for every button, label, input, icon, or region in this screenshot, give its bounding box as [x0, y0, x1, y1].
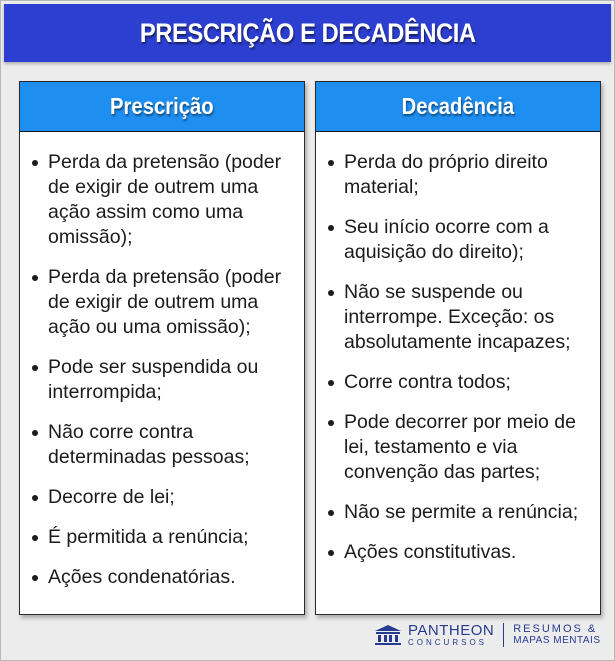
list-item: Ações condenatórias.	[30, 565, 294, 590]
logo-brand: PANTHEON	[408, 622, 495, 639]
list-item: Não corre contra determinadas pessoas;	[30, 420, 294, 470]
list-item: Seu início ocorre com a aquisição do direito);	[326, 215, 590, 265]
column-decadencia	[315, 81, 601, 615]
list-item: Perda da pretensão (poder de exigir de outrem uma ação ou uma omissão);	[30, 265, 294, 340]
list-item: Pode decorrer por meio de lei, testamento e via convenção das partes;	[326, 410, 590, 485]
temple-icon	[373, 624, 403, 646]
list-item: Perda da pretensão (poder de exigir de outrem uma ação assim como uma omissão);	[30, 150, 294, 250]
logo-tagline-1: RESUMOS &	[513, 622, 598, 635]
bullet-list	[20, 132, 304, 590]
list-item: Pode ser suspendida ou interrompida;	[30, 355, 294, 405]
list-item: Decorre de lei;	[30, 485, 294, 510]
logo-tagline-2: MAPAS MENTAIS	[513, 634, 601, 646]
list-item: Não se permite a renúncia;	[326, 500, 590, 525]
column-heading: Prescrição	[110, 93, 214, 119]
column-heading: Decadência	[401, 93, 515, 119]
list-item: Ações constitutivas.	[326, 540, 590, 565]
list-item: É permitida a renúncia;	[30, 525, 294, 550]
logo-brand-sub: CONCURSOS	[408, 638, 488, 647]
column-header	[316, 82, 600, 132]
list-item: Não se suspende ou interrompe. Exceção: os absolutamente incapazes;	[326, 280, 590, 355]
list-item: Perda do próprio direito material;	[326, 150, 590, 200]
column-header	[20, 82, 304, 132]
bullet-list	[316, 132, 600, 565]
page-title: PRESCRIÇÃO E DECADÊNCIA	[139, 17, 476, 48]
title-banner	[4, 4, 611, 62]
list-item: Corre contra todos;	[326, 370, 590, 395]
pantheon-logo	[373, 622, 601, 648]
logo-divider	[503, 623, 504, 647]
column-prescricao	[19, 81, 305, 615]
